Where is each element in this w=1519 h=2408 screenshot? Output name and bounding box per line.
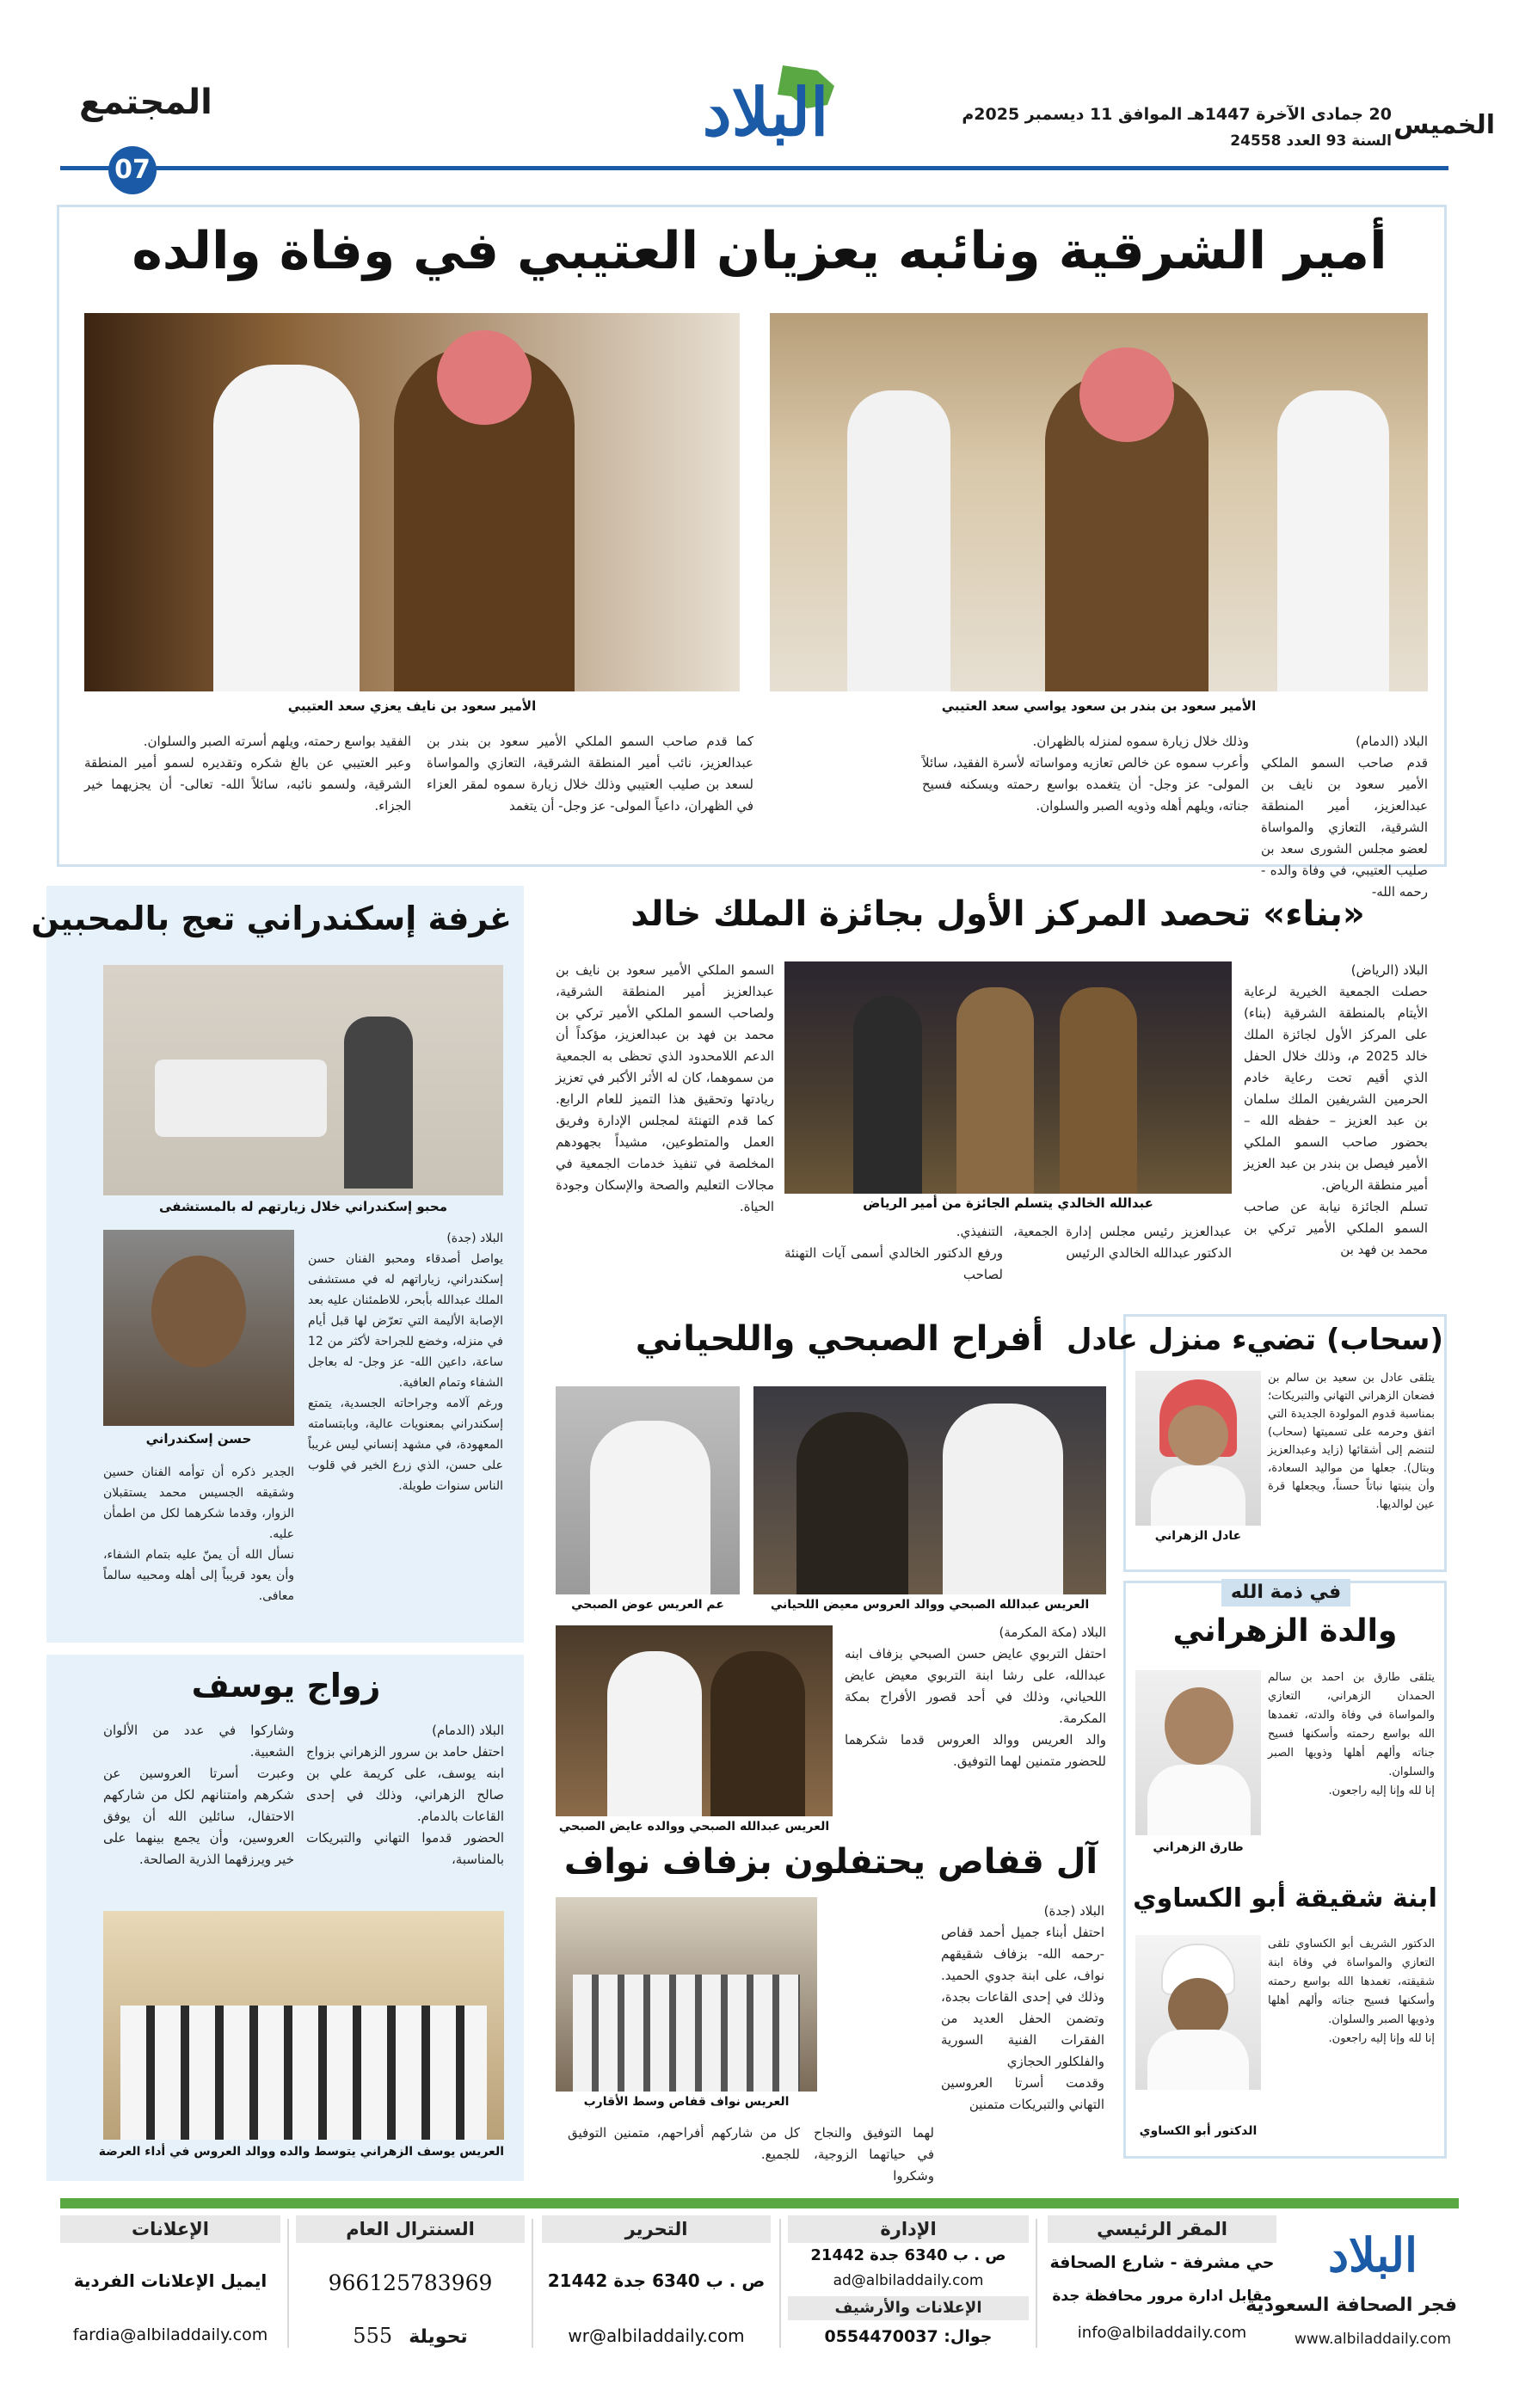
yousef-photo-caption: العريس يوسف الزهراني يتوسط والده ووالد العروس في أداء العرضة [98, 2145, 504, 2159]
sahab-headline: (سحاب) تضيء منزل عادل [1066, 1323, 1443, 1357]
sabhi-photo-big [753, 1386, 1106, 1594]
editorial-title: التحرير [542, 2215, 771, 2243]
footer-divider [1036, 2219, 1037, 2348]
kaswani-obit-text: الدكتور الشريف أبو الكساوي تلقى التعازي والمواساة في وفاة ابنة شقيقته، تغمدها الله بواسع رحمته وأسكنها فسيح جناته وألهم أهلها وذويها الصبر والسلوان. إنا لله وإنا إليه راجعون. [1268, 1938, 1435, 2045]
footer-rule [60, 2198, 1459, 2208]
binaa-text-under-1: عبدالعزيز رئيس مجلس إدارة الجمعية، الدكتور عبدالله الخالدي الرئيس [1013, 1224, 1232, 1261]
binaa-headline: «بناء» تحصد المركز الأول بجائزة الملك خالد [630, 894, 1365, 934]
extension-label: تحويلة [409, 2326, 468, 2348]
kaswani-obit-caption: الدكتور أبو الكساوي [1139, 2124, 1258, 2138]
qaffas-text-right: البلاد (جدة) احتفل أبناء جميل أحمد قفاص -رحمه الله- بزفاف شقيقهم نواف، على ابنة جدوي الحميد. وذلك في إحدى القاعات بجدة، وتضمن الحفل العديد من الفقرات الفنية السورية والفلكلور الحجازي وقدمت أسرتا العروسين التهاني والتبريكات متمنين [941, 1903, 1104, 2112]
issue-day: الخميس [1393, 110, 1495, 140]
admin-line1: ص . ب 6340 جدة 21442 [810, 2246, 1006, 2264]
zahrani-obit-caption: طارق الزهراني [1153, 1840, 1244, 1854]
page-number: 07 [108, 146, 157, 194]
ads-line: ايميل الإعلانات الفردية [73, 2270, 268, 2291]
sabhi-text: البلاد (مكة المكرمة) احتفل التربوي عايض حسن الصبحي بزفاف ابنه عبدالله، على رشا ابنة التربوي معيض عايض اللحياني، وذلك في أحد قصور الأفراح بمكة المكرمة. والد العريس ووالد العروس قدما شكرهما للحضور متمنين لهما التوفيق. [845, 1625, 1106, 1769]
editorial-line1: ص . ب 6340 جدة 21442 [547, 2270, 766, 2291]
editorial-email[interactable]: wr@albiladdaily.com [568, 2325, 745, 2346]
section-title: المجتمع [79, 83, 212, 122]
ads-email[interactable]: fardia@albiladdaily.com [72, 2325, 268, 2344]
header-rule [60, 166, 1448, 170]
ads-title: الإعلانات [60, 2215, 280, 2243]
footer-logo: البلاد [1327, 2227, 1418, 2282]
issue-number: السنة 93 العدد 24558 [1230, 132, 1392, 150]
qaffas-headline: آل قفاص يحتفلون بزفاف نواف [563, 1842, 1098, 1882]
footer-divider [779, 2219, 781, 2348]
admin-email[interactable]: ad@albiladdaily.com [833, 2272, 984, 2289]
qaffas-photo [556, 1897, 817, 2092]
binaa-text-under-2: التنفيذي. ورفع الدكتور الخالدي أسمى آيات التهنئة لصاحب [784, 1224, 1003, 1282]
lead-text-col3: كما قدم صاحب السمو الملكي الأمير سعود بن بندر بن عبدالعزيز، نائب أمير المنطقة الشرقية، التعازي والمواساة لسعد بن صليب العتيبي وذلك خلال زيارة سموه لمقر العزاء في الظهران، داعياً المولى- عز وجل- أن يتغمد [427, 734, 753, 814]
qaffas-text-mid: لهما التوفيق والنجاح في حياتهما الزوجية، وشكروا [814, 2125, 934, 2184]
zahrani-obit-title: والدة الزهراني [1172, 1613, 1398, 1649]
footer-slogan: فجر الصحافة السعودية [1245, 2294, 1457, 2316]
lead-photo-left [84, 313, 740, 691]
zahrani-obit-portrait [1135, 1670, 1261, 1835]
yousef-text-left: وشاركوا في عدد من الألوان الشعبية. وعبرت أسرتا العروسين عن شكرهم وامتنانهم لكل من شاركهم الاحتفال، سائلين الله أن يوفق العروسين، وأن يجمع بينهما على خير ويرزقهما الذرية الصالحة. [103, 1723, 294, 1867]
binaa-text-right: البلاد (الرياض) حصلت الجمعية الخيرية لرعاية الأيتام بالمنطقة الشرقية (بناء) على المركز الأول لجائزة الملك خالد 2025 م، وذلك خلال الحفل الذي أقيم تحت رعاية خادم الحرمين الشريفين الملك سلمان بن عبد العزيز – حفظه الله – بحضور صاحب السمو الملكي الأمير فيصل بن بندر بن عبد العزيز أمير منطقة الرياض. تسلم الجائزة نيابة عن صاحب السمو الملكي الأمير تركي بن محمد بن فهد بن [1244, 962, 1428, 1257]
sahab-text: يتلقى عادل بن سعيد بن سالم بن فضعان الزهراني التهاني والتبريكات؛ بمناسبة قدوم المولودة الجديدة التي اتفق وحرمه على تسميتها (سحاب) لتنضم إلى أشقائها (زايد وعبدالعزيز وبتال). جعلها من مواليد السعادة، وأن ينبتها نباتاً حسناً، ويجعلها قرة عين لوالديها. [1268, 1372, 1435, 1511]
iskandarani-portrait-caption: حسن إسكندراني [145, 1431, 252, 1447]
yousef-headline: زواج يوسف [191, 1667, 381, 1705]
sabhi-photo-bottom-caption: العريس عبدالله الصبحي ووالده عايض الصبحي [558, 1820, 830, 1834]
ads-archive-title: الإعلانات والأرشيف [788, 2296, 1029, 2320]
newspaper-logo: البلاد [654, 57, 877, 151]
hq-line2: مقابل ادارة مرور محافظة جدة [1052, 2288, 1272, 2305]
lead-photo-left-caption: الأمير سعود بن نايف يعزي سعد العتيبي [287, 698, 537, 714]
issue-date: 20 جمادى الآخرة 1447هـ الموافق 11 ديسمبر 2025م [962, 105, 1392, 124]
switchboard-number[interactable]: 966125783969 [328, 2270, 493, 2295]
iskandarani-hospital-photo [103, 965, 503, 1195]
qaffas-photo-caption: العريس نواف قفاص وسط الأقارب [583, 2095, 790, 2109]
extension-number[interactable]: 555 [353, 2324, 393, 2348]
yousef-text-right: البلاد (الدمام) احتفل حامد بن سرور الزهراني بزواج ابنه يوسف، على كريمة علي بن صالح الزهراني، وذلك في إحدى القاعات بالدمام. الحضور قدموا التهاني والتبريكات بالمناسبة، [306, 1723, 504, 1867]
sahab-caption: عادل الزهراني [1154, 1529, 1242, 1543]
iskandarani-portrait [103, 1230, 294, 1426]
sabhi-photo-bottom [556, 1625, 833, 1816]
binaa-photo-caption: عبدالله الخالدي يتسلم الجائزة من أمير الرياض [863, 1195, 1153, 1211]
hq-line1: حي مشرفة - شارع الصحافة [1049, 2253, 1275, 2272]
lead-text-col4: الفقيد بواسع رحمته، ويلهم أسرته الصبر والسلوان. وعبر العتيبي عن بالغ شكره وتقديره لسمو أمير المنطقة الشرقية، ولسمو نائبه، سائلاً الله- تعالى- أن يجزيهما خير الجزاء. [84, 734, 411, 814]
binaa-text-left: السمو الملكي الأمير سعود بن نايف بن عبدالعزيز أمير المنطقة الشرقية، ولصاحب السمو الملكي الأمير تركي بن محمد بن فهد بن عبدالعزيز، مؤكداً أن الدعم اللامحدود الذي تحظى به الجمعية من سموهما، كان له الأثر الأكبر في تعزيز ريادتها وتحقيق هذا التميز للعام الرابع. كما قدم التهنئة لمجلس الإدارة وفريق العمل والمتطوعين، مشيداً بجهودهم المخلصة في تنفيذ خدمات الجمعية في مجالات التعليم والصحة والإسكان وجودة الحياة. [556, 962, 774, 1214]
switchboard-title: السنترال العام [296, 2215, 525, 2243]
lead-text-col1: البلاد (الدمام) قدم صاحب السمو الملكي الأمير سعود بن نايف بن عبدالعزيز، أمير المنطقة الشرقية، التعازي والمواساة لعضو مجلس الشورى سعد بن صليب العتيبي، في وفاة والده - رحمه الله- [1261, 734, 1428, 900]
obituaries-label: في ذمة الله [1221, 1579, 1350, 1606]
sabhi-photo-small [556, 1386, 740, 1594]
kaswani-obit-portrait [1135, 1935, 1261, 2090]
iskandarani-text-beside: البلاد (جدة) يواصل أصدقاء ومحبو الفنان حسن إسكندراني، زياراتهم له في مستشفى الملك عبدالله بأبحر، للاطمئنان عليه بعد الإصابة الأليمة التي تعرّض لها قبل أيام في منزله، وخضع للجراحة لأكثر من 12 ساعة، داعين الله- عز وجل- له بعاجل الشفاء وتمام العافية. ورغم آلامه وجراحاته الجسدية، يتمتع إسكندراني بمعنويات عالية، وبابتسامته المعهودة، في مشهد إنساني ليس غريباً على حسن، الذي زرع الخير في قلوب الناس سنوات طويلة. [308, 1232, 503, 1493]
hq-title: المقر الرئيسي [1048, 2215, 1276, 2243]
sabhi-photo-big-caption: العريس عبدالله الصبحي ووالد العروس معيض اللحياني [770, 1598, 1090, 1612]
admin-title: الإدارة [788, 2215, 1029, 2243]
qaffas-text-left: كل من شاركهم أفراحهم، متمنين التوفيق للجميع. [568, 2125, 800, 2162]
sabhi-headline: أفراح الصبحي واللحياني [635, 1319, 1044, 1359]
sahab-portrait [1135, 1371, 1261, 1526]
extension-row [296, 2324, 525, 2348]
lead-text-col2: وذلك خلال زيارة سموه لمنزله بالظهران. وأعرب سموه عن خالص تعازيه ومواساته لأسرة الفقيد، سائلاً المولى- عز وجل- أن يتغمده بواسع رحمته ويسكنه فسيح جناته، ويلهم أهله وذويه الصبر والسلوان. [922, 734, 1249, 814]
yousef-photo [103, 1911, 504, 2140]
lead-headline: أمير الشرقية ونائبه يعزيان العتيبي في وفاة والده [132, 221, 1387, 281]
kaswani-obit-title: ابنة شقيقة أبو الكساوي [1133, 1883, 1437, 1914]
footer-divider [287, 2219, 289, 2348]
lead-photo-right [770, 313, 1428, 691]
footer-website[interactable]: www.albiladdaily.com [1294, 2331, 1452, 2348]
footer-divider [532, 2219, 533, 2348]
iskandarani-text-bottom: الجدير ذكره أن توأمه الفنان حسين وشقيقه الجسيس محمد يستقبلان الزوار، وقدما شكرهما لكل من اطمأن عليه. نسأل الله أن يمنّ عليه بتمام الشفاء، وأن يعود قريباً إلى أهله ومحبيه سالماً معافى. [103, 1465, 294, 1603]
lead-photo-right-caption: الأمير سعود بن بندر بن سعود يواسي سعد العتيبي [941, 698, 1257, 714]
mobile-number[interactable]: جوال: 0554470037 [824, 2327, 993, 2346]
sabhi-photo-small-caption: عم العريس عوض الصبحي [571, 1598, 724, 1612]
hq-email[interactable]: info@albiladdaily.com [1077, 2324, 1247, 2342]
iskandarani-headline: غرفة إسكندراني تعج بالمحبين [31, 900, 512, 937]
binaa-photo [784, 961, 1232, 1194]
zahrani-obit-text: يتلقى طارق بن احمد بن سالم الحمدان الزهراني، التعازي والمواساة في وفاة والدته، تغمدها الله بواسع رحمته وأسكنها فسيح جناته وألهم أهلها وذويها الصبر والسلوان. إنا لله وإنا إليه راجعون. [1268, 1671, 1435, 1797]
iskandarani-photo-caption: محبو إسكندراني خلال زيارتهم له بالمستشفى [158, 1199, 448, 1214]
